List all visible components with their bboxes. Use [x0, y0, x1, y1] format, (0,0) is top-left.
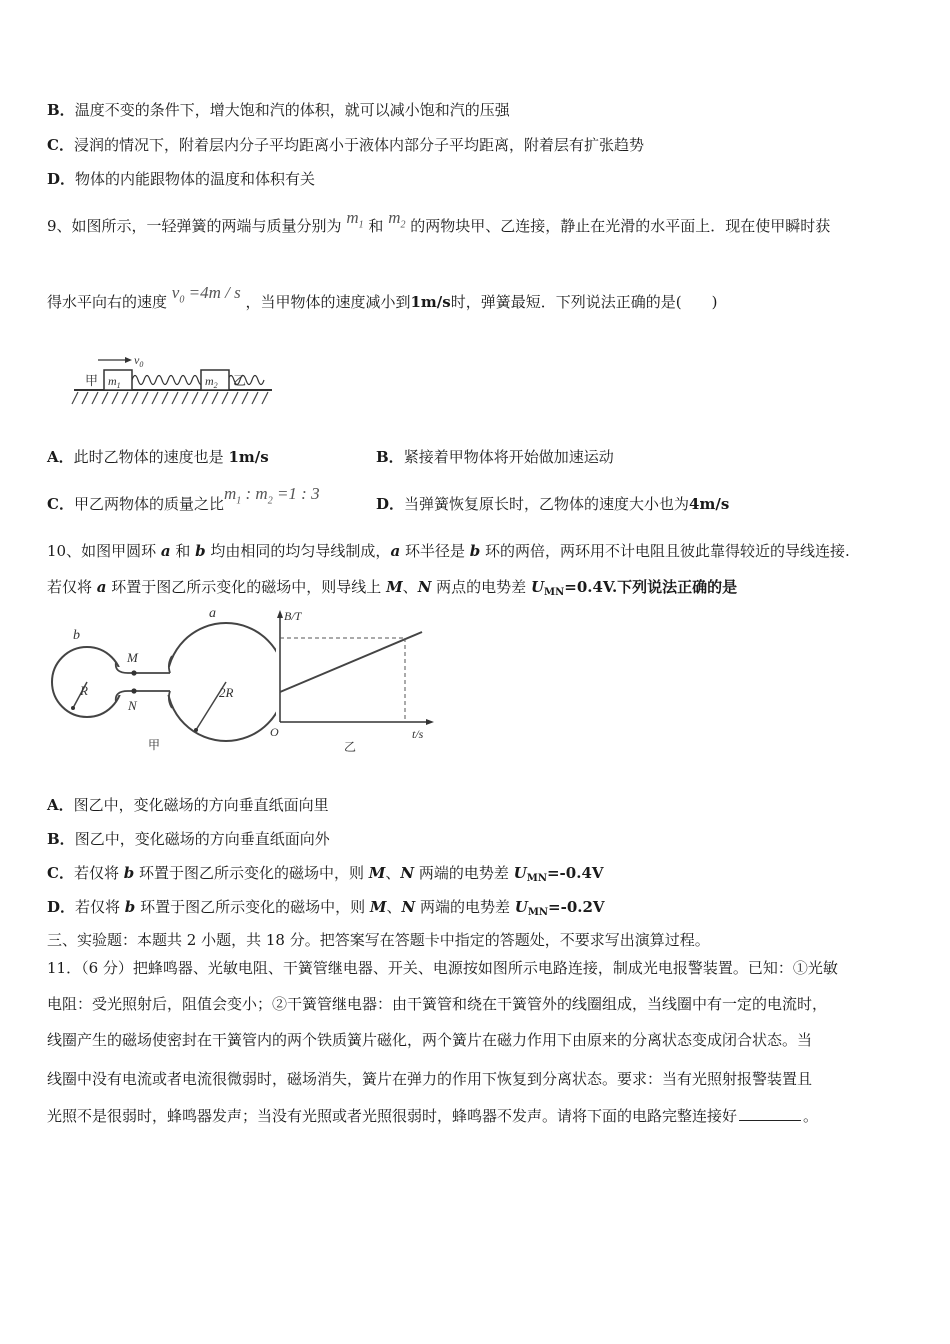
q10-stem-line1: 10、如图甲圆环 a 和 b 均由相同的均匀导线制成，a 环半径是 b 环的两倍，两环用不计电阻且彼此靠得较近的导线连接. [47, 542, 850, 560]
q9-stem-line2 [47, 283, 718, 319]
q11-line2: 电阻：受光照射后，阻值会变小；②干簧管继电器：由干簧管和绕在干簧管外的线圈组成，当线圈中有一定的电流时， [47, 995, 828, 1013]
x-axis-label: t/s [412, 727, 424, 741]
option-letter: B． [47, 830, 75, 848]
q10-option-d: D．若仅将 b 环置于图乙所示变化的磁场中，则 M、N 两端的电势差 $U_{MN}=-0.2V$ [47, 898, 605, 918]
question-number: 10、 [47, 542, 82, 560]
option-text: 当弹簧恢复原长时，乙物体的速度大小也为 [404, 495, 690, 513]
label-n: N [128, 698, 137, 713]
label-a: a [209, 606, 216, 621]
q10-figure-jia [44, 606, 276, 756]
b-t-line [280, 632, 422, 692]
option-letter: B． [376, 448, 404, 466]
option-text: 甲乙两物体的质量之比 [73, 495, 224, 513]
option-text: 温度不变的条件下，增大饱和汽的体积，就可以减小饱和汽的压强 [74, 101, 510, 119]
q11-line5 [47, 1106, 818, 1126]
option-text: 图乙中，变化磁场的方向垂直纸面向里 [73, 796, 329, 814]
question-number: 9、 [47, 217, 72, 235]
q10-figure-yi-graph [268, 606, 444, 756]
q11-line3: 线圈产生的磁场使密封在干簧管内的两个铁质簧片磁化，两个簧片在磁力作用下由原来的分离状态变成闭合状态。当 [47, 1031, 813, 1049]
answer-blank[interactable] [739, 1106, 801, 1121]
option-letter: C． [47, 864, 74, 882]
label-m: M [127, 650, 138, 665]
q10-option-b [47, 829, 330, 849]
label-m1: $m_1$ [108, 374, 121, 390]
option-letter: D． [47, 898, 76, 916]
stem-text: ，当甲物体的速度减小到 [245, 293, 411, 311]
stem-text: 的两物块甲、乙连接，静止在光滑的水平面上．现在使甲瞬时获 [410, 217, 831, 235]
label-r: R [80, 683, 88, 698]
q9-option-c [47, 484, 320, 521]
stem-text: 得水平向右的速度 [47, 293, 168, 311]
m2-symbol: $m_2$ [388, 208, 406, 231]
arrow-head-icon [125, 357, 132, 363]
q9-option-a [47, 447, 269, 467]
option-text: 物体的内能跟物体的温度和体积有关 [75, 170, 316, 188]
option-text: 浸润的情况下，附着层内分子平均距离小于液体内部分子平均距离，附着层有扩张趋势 [73, 136, 644, 154]
q11-line1: 11．（6 分）把蜂鸣器、光敏电阻、干簧管继电器、开关、电源按如图所示电路连接，制成光电报警装置。已知：①光敏 [47, 959, 838, 977]
stem-text: 如图所示，一轻弹簧的两端与质量分别为 [71, 217, 342, 235]
q8-option-c [47, 135, 644, 155]
q9-option-b [376, 447, 614, 467]
option-text: 紧接着甲物体将开始做加速运动 [403, 448, 614, 466]
option-text: 图乙中，变化磁场的方向垂直纸面向外 [74, 830, 330, 848]
stem-text: 和 [368, 217, 384, 235]
option-letter: A． [47, 796, 74, 814]
label-b: b [73, 628, 80, 643]
x-axis-arrow-icon [426, 719, 434, 725]
v0-expression: $v_0 =4m / s$ [171, 283, 241, 306]
y-axis-label: B/T [284, 609, 302, 623]
origin-label: O [270, 725, 279, 739]
stem-text: 时，弹簧最短．下列说法正确的是( ) [450, 293, 718, 311]
option-value: 4m/s [689, 495, 730, 513]
option-value: 1m/s [228, 448, 269, 466]
q11-text: 光照不是很弱时，蜂鸣器发声；当没有光照或者光照很弱时，蜂鸣器不发声。请将下面的电路完整连接好 [47, 1107, 738, 1125]
mass-ratio-expression: $m_1$ : $m_2 =1$ : 3 [223, 484, 320, 507]
m1-symbol: $m_1$ [346, 208, 364, 231]
point-m [131, 670, 136, 675]
option-letter: D． [47, 170, 76, 188]
q10-option-a [47, 795, 329, 815]
option-letter: D． [376, 495, 405, 513]
q10-stem-line2: 若仅将 a 环置于图乙所示变化的磁场中，则导线上 M、N 两点的电势差 $U_{MN}=0.4V$.下列说法正确的是 [47, 578, 738, 598]
ring-a [167, 623, 276, 741]
section-heading: 三、实验题：本题共 2 小题，共 18 分。把答案写在答题卡中指定的答题处，不要求写出演算过程。 [47, 931, 710, 949]
q9-option-d [376, 494, 729, 514]
q10-option-c: C．若仅将 b 环置于图乙所示变化的磁场中，则 M、N 两端的电势差 $U_{MN}=-0.4V$ [47, 864, 604, 884]
label-jia: 甲 [85, 373, 99, 388]
q11-line4: 线圈中没有电流或者电流很微弱时，磁场消失，簧片在弹力的作用下恢复到分离状态。要求：当有光照射报警装置且 [47, 1070, 813, 1088]
option-text: 此时乙物体的速度也是 [73, 448, 224, 466]
label-jia: 甲 [148, 738, 161, 752]
option-letter: A． [47, 448, 74, 466]
q9-spring-figure [68, 348, 278, 410]
label-yi: 乙 [344, 740, 357, 754]
option-letter: C． [47, 136, 74, 154]
q8-option-b [47, 100, 510, 120]
q9-stem-line1 [47, 208, 831, 243]
label-v0: $v_0$ [134, 353, 144, 369]
label-yi: 乙 [233, 373, 247, 388]
option-letter: B． [47, 101, 75, 119]
label-2r: 2R [219, 685, 234, 700]
option-letter: C． [47, 495, 74, 513]
speed-value: 1m/s [410, 293, 451, 311]
q11-end: 。 [803, 1107, 819, 1125]
q8-option-d [47, 169, 315, 189]
point-n [131, 688, 136, 693]
y-axis-arrow-icon [277, 610, 283, 618]
label-m2: $m_2$ [205, 374, 218, 390]
